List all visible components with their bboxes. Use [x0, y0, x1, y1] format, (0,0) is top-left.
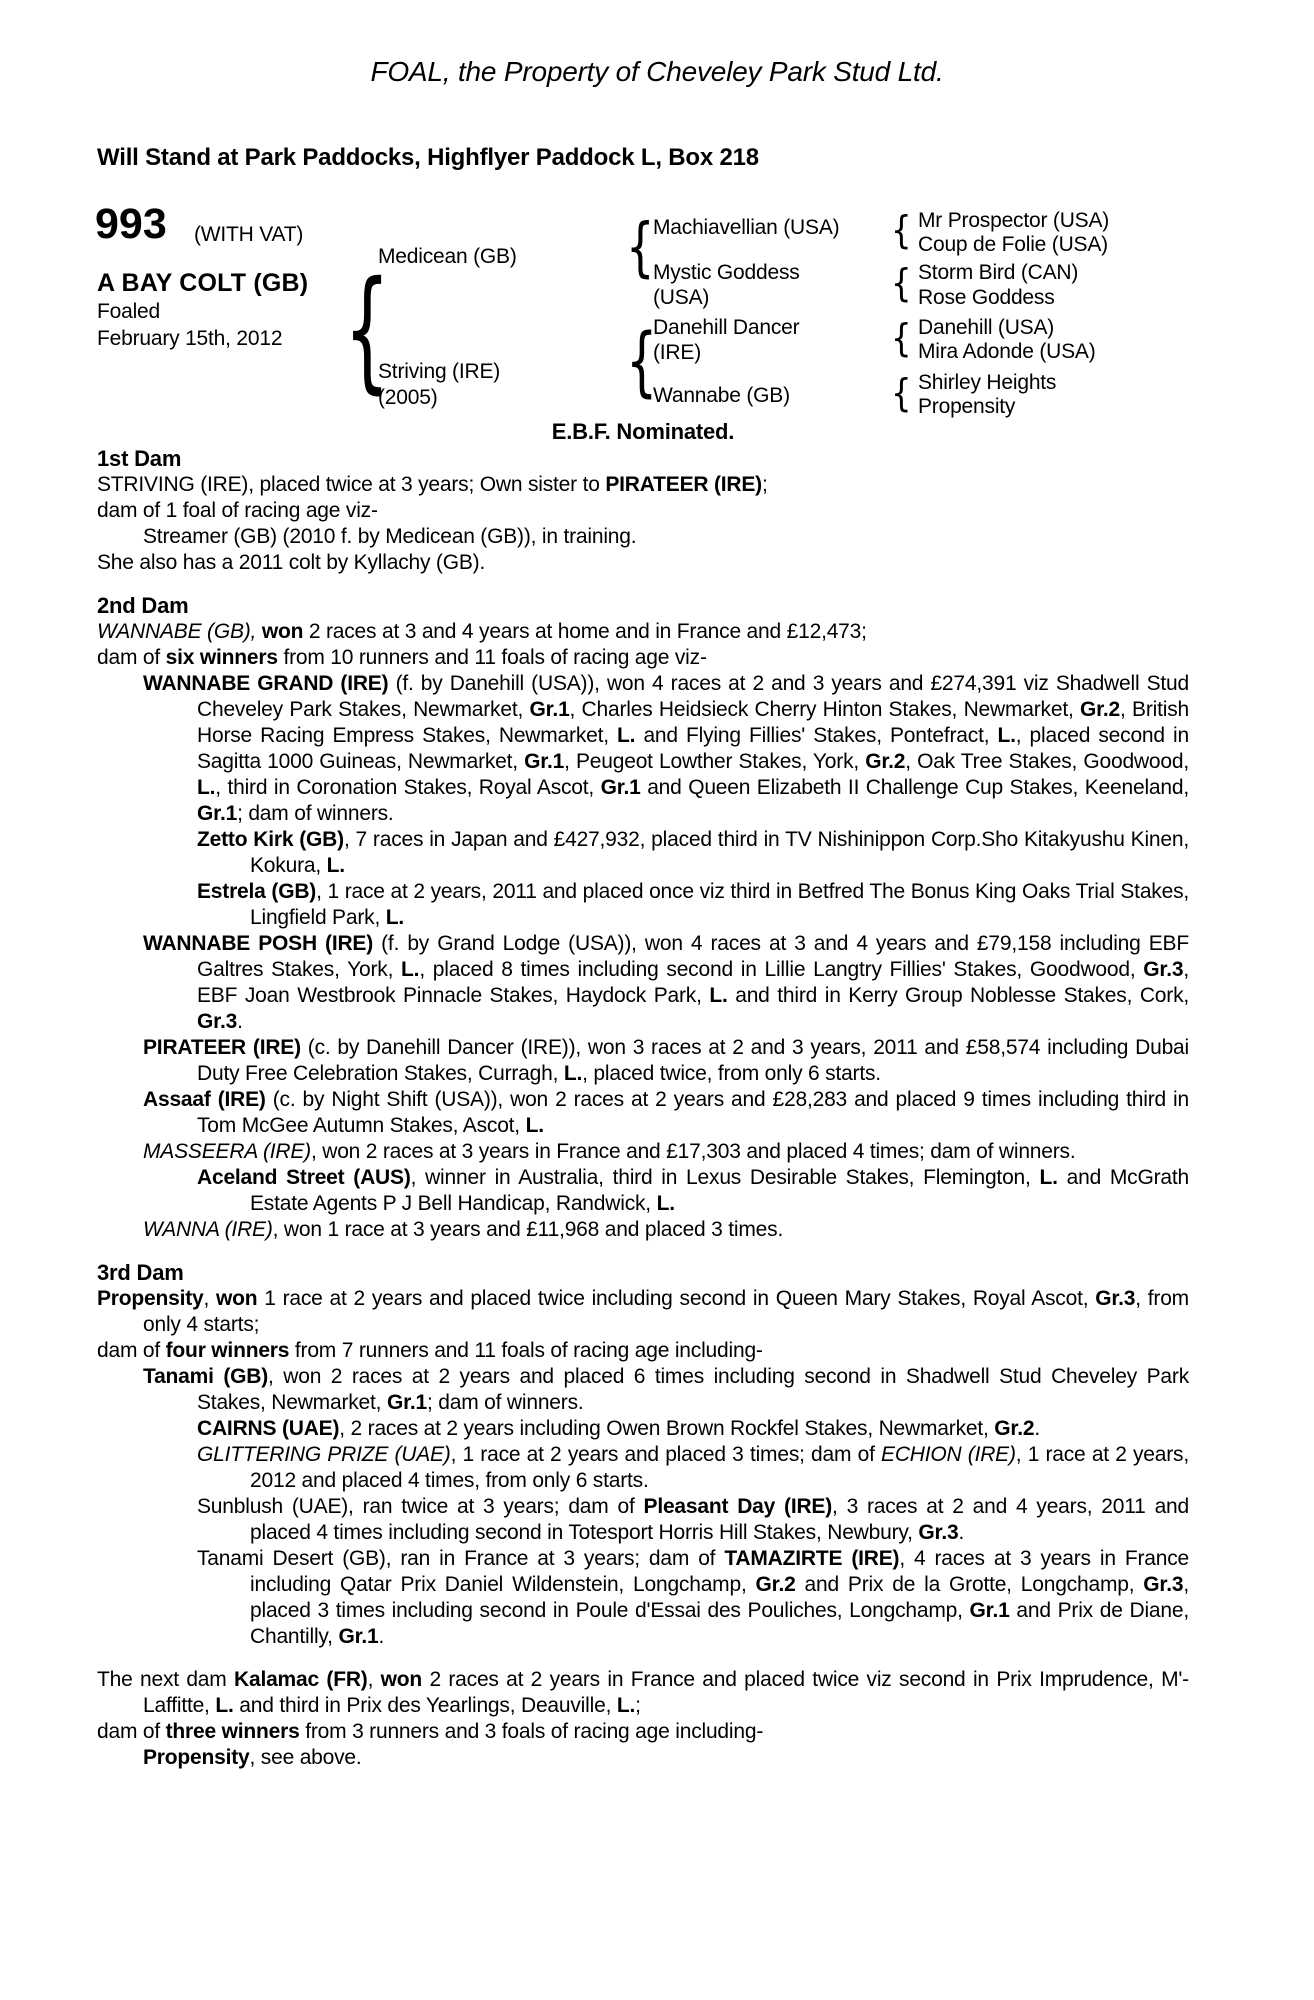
- text-run: , 4 races at 3 years in France including Qatar Prix Daniel Wildenstein, Longchamp,: [250, 1547, 1189, 1596]
- pedigree-gen3-cell: Rose Goddess: [918, 286, 1055, 309]
- text-run: Tanami (GB): [143, 1365, 269, 1388]
- text-run: , 1 race at 2 years, 2011 and placed once viz third in Betfred The Bonus King Oaks Trial Stakes, Lingfield Park,: [250, 880, 1190, 929]
- pedigree-section: [97, 593, 1189, 1243]
- text-run: L.: [215, 1694, 234, 1717]
- text-run: WANNA (IRE): [143, 1218, 273, 1241]
- text-run: and Prix de Diane, Chantilly,: [250, 1599, 1189, 1648]
- text-run: MASSEERA (IRE): [143, 1140, 311, 1163]
- text-run: L.: [563, 1062, 583, 1085]
- text-run: Gr.2: [755, 1573, 796, 1596]
- text-run: and Prix de la Grotte, Longchamp,: [795, 1573, 1144, 1596]
- text-run: ,: [367, 1668, 381, 1691]
- pedigree-brace-gen3-1: {: [891, 208, 912, 252]
- text-run: Streamer (GB) (2010 f. by Medicean (GB)), in training.: [143, 525, 637, 548]
- text-run: Assaaf (IRE): [143, 1088, 266, 1111]
- text-run: Gr.2: [994, 1417, 1035, 1440]
- text-run: , won 1 race at 3 years and £11,968 and placed 3 times.: [272, 1218, 784, 1241]
- text-run: , from only 4 starts;: [143, 1287, 1189, 1336]
- pedigree-section: [97, 1260, 1189, 1650]
- text-run: , EBF Joan Westbrook Pinnacle Stakes, Haydock Park,: [197, 958, 1189, 1007]
- pedigree-gen3-cell: Danehill (USA): [918, 316, 1055, 339]
- text-run: Gr.1: [197, 802, 238, 825]
- text-run: ;: [635, 1694, 641, 1717]
- text-run: ,: [203, 1287, 217, 1310]
- text-run: Gr.2: [1079, 698, 1121, 721]
- text-run: Gr.3: [197, 1010, 238, 1033]
- text-run: from 7 runners and 11 foals of racing age including-: [289, 1339, 763, 1362]
- text-run: WANNABE GRAND (IRE): [143, 672, 389, 695]
- text-run: dam of: [97, 1720, 166, 1743]
- text-run: STRIVING (IRE), placed twice at 3 years; Own sister to: [97, 473, 606, 496]
- foaled-label: Foaled: [97, 300, 161, 323]
- ebf-nominated-line: E.B.F. Nominated.: [551, 419, 735, 444]
- pedigree-gen2-dam-of-sire-suffix: (USA): [653, 286, 710, 309]
- text-run: (f. by Danehill (USA)), won 4 races at 2 and 3 years and £274,391 viz Shadwell Stud Cheveley Park Stakes, Newmarket,: [197, 672, 1189, 721]
- text-run: , Charles Heidsieck Cherry Hinton Stakes, Newmarket,: [569, 698, 1080, 721]
- text-run: Tanami Desert (GB), ran in France at 3 years; dam of: [197, 1547, 725, 1570]
- text-run: ECHION (IRE): [881, 1443, 1016, 1466]
- produce-record: [97, 446, 1189, 1771]
- catalogue-paragraph: [97, 1442, 1189, 1494]
- catalogue-paragraph: [97, 1217, 1189, 1243]
- catalogue-paragraph: [97, 879, 1189, 931]
- text-run: and Queen Elizabeth II Challenge Cup Stakes, Keeneland,: [640, 776, 1189, 799]
- text-run: L.: [616, 1694, 636, 1717]
- pedigree-brace-gen3-3: {: [891, 316, 912, 360]
- text-run: dam of: [97, 1339, 166, 1362]
- text-run: and third in Prix des Yearlings, Deauville,: [233, 1694, 617, 1717]
- text-run: Estrela (GB): [197, 880, 317, 903]
- text-run: ; dam of winners.: [237, 802, 394, 825]
- text-run: L.: [1039, 1166, 1058, 1189]
- text-run: six winners: [165, 646, 278, 669]
- text-run: and Flying Fillies' Stakes, Pontefract,: [635, 724, 998, 747]
- text-run: Sunblush (UAE), ran twice at 3 years; dam of: [197, 1495, 644, 1518]
- text-run: TAMAZIRTE (IRE): [724, 1547, 900, 1570]
- catalogue-paragraph: [97, 645, 1189, 671]
- pedigree-section: [97, 1667, 1189, 1771]
- text-run: 2 races at 2 years in France and placed twice viz second in Prix Imprudence, M'-Laffitte,: [143, 1668, 1189, 1717]
- text-run: PIRATEER (IRE): [605, 473, 762, 496]
- catalogue-paragraph: [97, 1546, 1189, 1650]
- text-run: Gr.1: [969, 1599, 1010, 1622]
- text-run: L.: [385, 906, 404, 929]
- text-run: The next dam: [97, 1668, 234, 1691]
- text-run: Gr.3: [1143, 958, 1184, 981]
- text-run: Gr.3: [1143, 1573, 1184, 1596]
- text-run: .: [237, 1010, 243, 1033]
- text-run: L.: [326, 854, 345, 877]
- pedigree-dam: Striving (IRE): [378, 360, 501, 383]
- text-run: , placed second in Sagitta 1000 Guineas, Newmarket,: [197, 724, 1189, 773]
- section-heading: 1st Dam: [97, 446, 182, 471]
- catalogue-paragraph: [97, 671, 1189, 827]
- text-run: won: [380, 1668, 423, 1691]
- pedigree-gen2-sire-of-sire: Machiavellian (USA): [653, 216, 840, 239]
- catalogue-paragraph: [97, 1165, 1189, 1217]
- catalogue-paragraph: [97, 1364, 1189, 1416]
- catalogue-paragraph: [97, 1719, 1189, 1745]
- text-run: , winner in Australia, third in Lexus Desirable Stakes, Flemington,: [410, 1166, 1040, 1189]
- text-run: dam of 1 foal of racing age viz-: [97, 499, 378, 522]
- text-run: , 1 race at 2 years, 2012 and placed 4 times, from only 6 starts.: [250, 1443, 1189, 1492]
- text-run: , 3 races at 2 and 4 years, 2011 and placed 4 times including second in Totesport Horris Hill Stakes, Newbury,: [250, 1495, 1190, 1544]
- text-run: four winners: [165, 1339, 290, 1362]
- text-run: L.: [401, 958, 420, 981]
- pedigree-gen3-cell: Mr Prospector (USA): [918, 209, 1110, 232]
- pedigree-gen3-cell: Propensity: [918, 395, 1016, 418]
- text-run: Gr.3: [918, 1521, 959, 1544]
- horse-description: A BAY COLT (GB): [97, 269, 309, 297]
- text-run: Gr.1: [529, 698, 570, 721]
- text-run: , British Horse Racing Empress Stakes, Newmarket,: [197, 698, 1189, 747]
- pedigree-brace-gen2-dam: {: [626, 316, 658, 405]
- pedigree-gen3-cell: Mira Adonde (USA): [918, 340, 1096, 363]
- pedigree-gen2-sire-of-dam: Danehill Dancer: [653, 316, 800, 339]
- text-run: , won 2 races at 3 years in France and £17,303 and placed 4 times; dam of winners.: [310, 1140, 1076, 1163]
- text-run: Aceland Street (AUS): [197, 1166, 411, 1189]
- text-run: Pleasant Day (IRE): [643, 1495, 833, 1518]
- pedigree-sire: Medicean (GB): [378, 245, 517, 268]
- text-run: .: [958, 1521, 965, 1544]
- catalogue-paragraph: [97, 1087, 1189, 1139]
- text-run: 2 races at 3 and 4 years at home and in France and £12,473;: [303, 620, 867, 643]
- text-run: L.: [197, 776, 216, 799]
- text-run: .: [378, 1625, 385, 1648]
- catalogue-paragraph: [97, 550, 1189, 576]
- text-run: , placed twice, from only 6 starts.: [582, 1062, 881, 1085]
- text-run: CAIRNS (UAE): [197, 1417, 340, 1440]
- catalogue-paragraph: [97, 524, 1189, 550]
- text-run: , Peugeot Lowther Stakes, York,: [564, 750, 866, 773]
- pedigree-gen3-cell: Coup de Folie (USA): [918, 233, 1108, 256]
- text-run: Zetto Kirk (GB): [197, 828, 344, 851]
- stand-location-line: Will Stand at Park Paddocks, Highflyer Paddock L, Box 218: [97, 144, 759, 171]
- pedigree-brace-gen3-2: {: [891, 261, 912, 305]
- text-run: Propensity: [143, 1746, 250, 1769]
- text-run: L.: [709, 984, 728, 1007]
- pedigree-gen2-sire-of-dam-suffix: (IRE): [653, 341, 701, 364]
- text-run: , won 2 races at 2 years and placed 6 times including second in Shadwell Stud Cheveley Park Stakes, Newmarket,: [197, 1365, 1189, 1414]
- text-run: (f. by Grand Lodge (USA)), won 4 races at 3 and 4 years and £79,158 including EBF Galtres Stakes, York,: [197, 932, 1189, 981]
- text-run: and third in Kerry Group Noblesse Stakes, Cork,: [727, 984, 1190, 1007]
- text-run: L.: [617, 724, 636, 747]
- text-run: won: [216, 1287, 258, 1310]
- text-run: , 1 race at 2 years and placed 3 times; dam of: [450, 1443, 882, 1466]
- text-run: Gr.1: [600, 776, 641, 799]
- catalogue-paragraph: [97, 619, 1189, 645]
- catalogue-paragraph: [97, 472, 1189, 498]
- text-run: GLITTERING PRIZE (UAE): [197, 1443, 451, 1466]
- pedigree-brace-gen2-sire: {: [626, 211, 655, 285]
- catalogue-paragraph: [97, 1286, 1189, 1338]
- text-run: .: [1034, 1417, 1040, 1440]
- text-run: Gr.2: [865, 750, 906, 773]
- pedigree-gen3-cell: Shirley Heights: [918, 371, 1057, 394]
- catalogue-paragraph: [97, 1494, 1189, 1546]
- text-run: , see above.: [249, 1746, 362, 1769]
- text-run: from 10 runners and 11 foals of racing age viz-: [277, 646, 707, 669]
- text-run: She also has a 2011 colt by Kyllachy (GB).: [97, 551, 486, 574]
- catalogue-paragraph: [97, 1035, 1189, 1087]
- text-run: L.: [997, 724, 1016, 747]
- text-run: PIRATEER (IRE): [143, 1036, 301, 1059]
- text-run: , third in Coronation Stakes, Royal Ascot,: [215, 776, 601, 799]
- text-run: from 3 runners and 3 foals of racing age including-: [299, 1720, 764, 1743]
- catalogue-paragraph: [97, 1667, 1189, 1719]
- catalogue-paragraph: [97, 1416, 1189, 1442]
- pedigree-gen3-cell: Storm Bird (CAN): [918, 261, 1079, 284]
- vat-note: (WITH VAT): [194, 223, 304, 246]
- text-run: , 7 races in Japan and £427,932, placed third in TV Nishinippon Corp.Sho Kitakyushu Kinen, Kokura,: [250, 828, 1190, 877]
- text-run: L.: [525, 1114, 544, 1137]
- pedigree-section: [97, 446, 1189, 576]
- page-title: FOAL, the Property of Cheveley Park Stud Ltd.: [370, 56, 944, 87]
- foaled-date: February 15th, 2012: [97, 327, 283, 350]
- text-run: Propensity: [97, 1287, 204, 1310]
- text-run: , placed 8 times including second in Lillie Langtry Fillies' Stakes, Goodwood,: [419, 958, 1144, 981]
- catalogue-paragraph: [97, 1338, 1189, 1364]
- text-run: three winners: [165, 1720, 300, 1743]
- text-run: L.: [656, 1192, 675, 1215]
- lot-number: 993: [95, 200, 167, 248]
- text-run: ; dam of winners.: [427, 1391, 584, 1414]
- text-run: , Oak Tree Stakes, Goodwood,: [905, 750, 1189, 773]
- text-run: ;: [761, 473, 768, 496]
- text-run: (c. by Night Shift (USA)), won 2 races at 2 years and £28,283 and placed 9 times including third in Tom McGee Autumn Stakes, Ascot,: [197, 1088, 1189, 1137]
- pedigree-brace-gen1: {: [344, 253, 391, 407]
- text-run: WANNABE (GB),: [97, 620, 257, 643]
- text-run: and McGrath Estate Agents P J Bell Handicap, Randwick,: [250, 1166, 1190, 1215]
- text-run: Gr.1: [338, 1625, 379, 1648]
- text-run: WANNABE POSH (IRE): [143, 932, 374, 955]
- pedigree-dam-year: (2005): [378, 386, 438, 409]
- catalogue-paragraph: [97, 931, 1189, 1035]
- section-heading: 3rd Dam: [97, 1260, 184, 1285]
- catalogue-paragraph: [97, 498, 1189, 524]
- text-run: won: [261, 620, 304, 643]
- catalogue-paragraph: [97, 1745, 1189, 1771]
- text-run: (c. by Danehill Dancer (IRE)), won 3 races at 2 and 3 years, 2011 and £58,574 including Dubai Duty Free Celebration Stakes, Curragh,: [197, 1036, 1189, 1085]
- text-run: Gr.1: [524, 750, 565, 773]
- text-run: 1 race at 2 years and placed twice including second in Queen Mary Stakes, Royal Ascot,: [257, 1287, 1096, 1310]
- catalogue-paragraph: [97, 827, 1189, 879]
- text-run: dam of: [97, 646, 166, 669]
- pedigree-brace-gen3-4: {: [891, 371, 912, 415]
- section-heading: 2nd Dam: [97, 593, 189, 618]
- text-run: Gr.1: [386, 1391, 427, 1414]
- text-run: , placed 3 times including second in Poule d'Essai des Pouliches, Longchamp,: [250, 1573, 1189, 1622]
- catalogue-paragraph: [97, 1139, 1189, 1165]
- text-run: Gr.3: [1095, 1287, 1136, 1310]
- text-run: , 2 races at 2 years including Owen Brown Rockfel Stakes, Newmarket,: [339, 1417, 995, 1440]
- pedigree-gen2-dam-of-dam: Wannabe (GB): [653, 384, 790, 407]
- pedigree-gen2-dam-of-sire: Mystic Goddess: [653, 261, 800, 284]
- text-run: Kalamac (FR): [234, 1668, 368, 1691]
